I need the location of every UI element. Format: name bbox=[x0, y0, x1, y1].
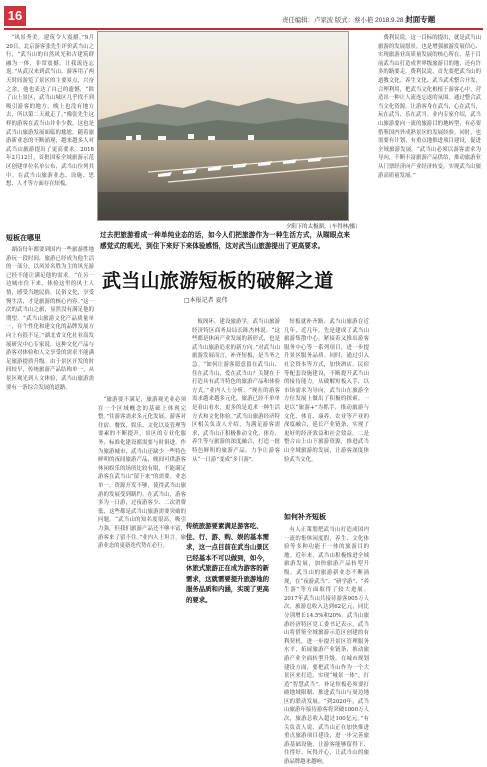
editor-credits: 责任编辑：卢家波 版式：蔡小艳 2018.9.28 bbox=[282, 17, 404, 24]
lake-sunset-photo bbox=[97, 31, 349, 221]
pull-quote-text: 传统旅游要素满足游客吃、住、行、游、购、娱的基本需求，这一点目前在武当山景区已经基本不可以做到，如今，休旅式旅游正在成为游客的新需求，这就需要提升旅游地的服务品质和内涵，实现了更高的要求。 bbox=[186, 523, 270, 604]
headline: 武当山旅游短板的破解之道 bbox=[102, 270, 334, 292]
section-name: 封面专题 bbox=[405, 15, 436, 24]
col4-body-text: 费利民说，这一目标的提出，就是武当山旅游的发展愿景，也是增强旅游发展信心、实现旅游业高质量发展的核心所在。基于目前武当山打造成世界级旅游目的地，还有许多的路要走。费利民说，首先要把武当山的道教文化、养生文化、武当武术整合开发，合理利用，把武当文化根植于游客心中，营造出一种让人流连忘返的氛围。通过整合武当文化资源，让游客身在武当、心在武当，玩在武当、乐在武当。业内专家介绍，武当山旅游要向一流的旅游目的地转型，有必要借鉴国内外成熟景区的发展经验。同时，也需要有计划、有重点地推进项目建设，促进全域旅游发展。“武当山必须以游客需求为导向，不断丰富旅游产品供给，推动旅游业从门票经济向产业经济转变，实现武当山旅游高质量发展。” bbox=[378, 35, 481, 179]
photo-caption: 夕阳下的太极湖。（车得林/摄） bbox=[286, 224, 361, 230]
pull-quote bbox=[186, 522, 274, 668]
col1-body bbox=[6, 246, 94, 698]
col3-body bbox=[192, 318, 280, 508]
lake-sunset-image bbox=[98, 32, 348, 220]
header-credits bbox=[282, 14, 435, 25]
col4-body bbox=[378, 34, 481, 698]
page-number: 16 bbox=[4, 6, 26, 26]
col1-intro-text: “风景秀美，建筑令人震撼。”9月20日，北京游客张先生评价武当山之行，“武当山的自然风光和古建筑群融为一体，非常震撼，让我流连忘返。”从武汉来到武当山，游客用了两天时间游览了景区的主要景点，兴奋之余，他也表达了自己的遗憾，“除了山上景区，武当山城区几乎找不到吸引游客的地方，晚上也没有地方去，所以第二天就走了。”像张先生这样的游客在武当山并非少数，这也是武当山旅游发展面临的尴尬。随着旅游新业态的不断涌现，越来越多人对武当山旅游提出了更高要求。2018年2月12日，首批国家全域旅游示范区创建单位名单公布，武当山位列其中。在武当山旅游业态、设施、思想、人才等方面存在短板。 bbox=[6, 35, 94, 188]
col3-lower bbox=[284, 526, 369, 766]
byline: □本报记者 夏伟 bbox=[184, 297, 228, 304]
col3-upper-right-text: 短板就补齐路，武当山旅游在近几年，近几年，先是建成了武当山旅游集散中心，紧接着又推出游客服务中心等一系列项目，进一步提升景区服务品质。同时，通过引入社会资本等方式，加快酒店、民宿等配套设施建设，不断提升武当山的接待能力。从破解短板入手，以市场需求为导向，武当山在旅游全方位发展上做出了积极的探索。一是以“旅游+”为抓手，推动旅游与文化、体育、康养、农业等产业的深度融合，延长产业链条，实现了更好的经济效益和社会效益。二是整合山上山下旅游资源，推进武当山全域旅游的发展，让游客深度体验武当文化。 bbox=[284, 319, 369, 463]
section-heading-shortboard: 短板在哪里 bbox=[6, 235, 41, 242]
lead-paragraph: 过去把旅游看成一种单纯业态的话，如今人们把旅游作为一种生活方式，从瞄眼点来感觉式的观光，到住下来好下来体验感悟，这对武当山旅游提出了更高要求。 bbox=[100, 232, 350, 250]
section-heading-fix: 如何补齐短板 bbox=[284, 514, 326, 521]
col2-body-text: “旅游要不满足，旅游观光业必须在一个区域概念的基础上体现完整。”住游客需求多元化发展，游客对住宿、餐饮、娱乐、文化以及管理等要素的不断提升，景区的专业化服务、标准化建设都需要与时俱进。作为旅游城市，武当山还缺少一些特色鲜明的夜间旅游产品，晚间可供游客休闲娱乐的场所比较有限，不能满足游客在武当山“留下来”的需要。业态单一、资源开发不够，使得武当山旅游的发展受到制约。在武当山，游客多为一日游，过夜游客少、二次消费低，这些都是武当山旅游需要突破的问题。“武当山的知名度很高，吸引力强，但我们旅游产品还不够丰富，游客来了留不住。”业内人士坦言，旅游业态的更新迭代势在必行。 bbox=[98, 397, 186, 550]
header-rule bbox=[4, 28, 483, 30]
col3-body-text: 板阁环，建设旅游学，武当山旅游经济特区商务局局长陈杰林说。“这些都是休闲产业发展的新形式，也是武当山旅游追求的新方向。”对武当山旅游发展而言，补齐短板，是当务之急。“如何让游客愿意留在武当山、住在武当山、爱在武当山？关键在于打造具有武当特色的旅游产品和体验方式。”业内人士分析。“现在的游客需求越来越多元化，旅游已经不单单是看山看水，更多的是追求一种生活方式和文化体验。”武当山旅游经济特区相关负责人介绍，为满足游客需求，武当山正积极推动文化、体育、养生等与旅游的深度融合，打造一批特色鲜明的旅游产品，力争让游客从“一日游”变成“多日游”。 bbox=[192, 319, 280, 463]
col1-body-text: 湖南每年都要到国内一些旅游胜地游玩一段时间，旅游已经成为他生活的一部分，以风景名胜为主的风光游已经不能让满足他的需求。“在另一边城市住下来，体验这里的风土人情，感受当地民俗，民俗文化，享受慢生活，才是旅游的核心内容。”这一次的武当山之旅，显然没有满足他的期望。“武当山旅游文化产品质量单一，在个性化和建文化的品牌发展方向上有很不足。”湖北省文化社业高发展研究中心专家说，这种文化产品与游客对体验和人文享受的需求不能满足旅游提质升级。由于景区开发的时间较早，传统旅游产品结构单一，从景区观光到人文体验，武当山旅游需要有一条综合发展的道路。 bbox=[6, 247, 94, 391]
col3-upper-right bbox=[284, 318, 369, 508]
col3-lower-text: 有人正策划把武当山打造成国内一流的集休闲度假、养生、文化体验等多种功能于一体的旅游目的地。近年来，武当山积极推进全域旅游发展，加快旅游产品转型升级，武当山的旅游新业态不断涌现，在“夜游武当”、“研学游”、“养生游”等方面取得了较大进展。2017年武当山共接待游客905万人次，旅游总收入达到62亿元，同比分别增长14.5%和20%。武当山旅游经济特区党工委书记表示，武当山将借鉴全域旅游示范区创建的有利契机，进一步提升景区管理服务水平，拓展旅游产业链条，推动旅游产业全面转型升级。在城市规划建设方面，要把武当山作为一个大景区来打造，实现“城景一体”，打造“智慧武当”。补足短板必须要打破地域限制、推进武当山与周边地区的联动发展。“到2020年，武当山旅游年接待游客将突破1000万人次，旅游总收入超过100亿元。”有关负责人说，武当山正在加快推进重点旅游项目建设，进一步完善旅游基础设施，让游客能够留得下、住得好、玩得开心，让武当山的旅游品牌越来越响。 bbox=[284, 527, 369, 766]
col1-intro bbox=[6, 34, 94, 230]
col2-body bbox=[98, 396, 186, 696]
